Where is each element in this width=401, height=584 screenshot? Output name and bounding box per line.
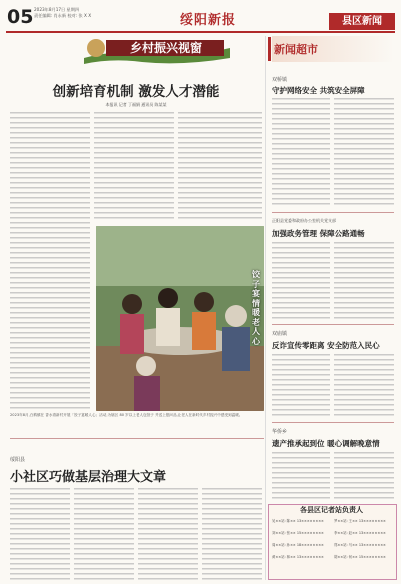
page-editor: 责任编辑: 肖永新 校对: 张 X X	[34, 13, 92, 18]
section-name: 县区新闻	[342, 16, 382, 27]
column-divider	[265, 36, 266, 580]
photo-caption: 2023年8月,白鹤镇在 香水湾新村开展「饺子宴暖人心」活动,为辖区 80 岁以上老人包饺子 并送上慰问品,让老人在新时代乡村振兴中感受到温暖。	[10, 413, 243, 417]
photo-vertical-caption: 饺子宴情暖老人心	[252, 270, 260, 346]
bottom-title: 小社区巧做基层治理大文章	[10, 470, 167, 485]
banner-title: 乡村振兴视窗	[129, 41, 203, 55]
banner-emblem-icon	[87, 39, 105, 57]
bottom-body-col4	[202, 488, 262, 580]
person	[136, 356, 156, 376]
sidebar-divider	[272, 422, 394, 423]
sidebar-kicker: 正阳县党委和政府办公室机关党支部	[272, 218, 336, 223]
lead-body-col3	[178, 112, 262, 222]
lead-body-col1	[10, 112, 90, 412]
bottom-kicker: 绥阳县	[10, 457, 26, 463]
page-date: 2023年8月17日 星期四	[34, 7, 80, 12]
sidebar-body	[272, 242, 330, 320]
column-banner	[82, 36, 232, 66]
sidebar-heading-bar	[268, 37, 271, 61]
sidebar-kicker: 华侨乡	[272, 429, 288, 435]
sidebar-heading: 新闻超市	[274, 43, 318, 56]
person	[225, 305, 247, 327]
contact-entry: 吴××站: 陈×× 13××××××××	[272, 519, 324, 523]
sidebar-title: 遗产推承起到位 暖心调解晚意情	[272, 439, 380, 448]
contact-entry: 周××站: 孙×× 18××××××××	[272, 543, 324, 547]
person	[222, 327, 250, 371]
sidebar-title: 守护网络安全 共筑安全屏障	[272, 86, 365, 95]
person	[158, 288, 178, 308]
sidebar-body	[272, 354, 330, 418]
page-meta	[34, 7, 91, 19]
sidebar-divider	[272, 212, 394, 213]
person	[120, 314, 144, 354]
photo-trees	[96, 226, 264, 286]
header-rule	[6, 31, 395, 33]
sidebar-body	[334, 242, 394, 320]
person	[122, 294, 142, 314]
sidebar-title: 加强政务管理 保障公路通畅	[272, 229, 365, 238]
page-number: 05	[7, 6, 34, 28]
lead-title: 创新培育机制 激发人才潜能	[52, 84, 220, 100]
bottom-body-col2	[74, 488, 134, 580]
contact-entry: 胡××站: 何×× 15××××××××	[334, 555, 386, 559]
sidebar-divider	[272, 324, 394, 325]
contact-entry: 李××站: 赵×× 13××××××××	[334, 531, 386, 535]
contact-entry: 郑××站: 马×× 13××××××××	[334, 543, 386, 547]
bottom-body-col1	[10, 488, 70, 580]
lead-body-col2	[94, 112, 174, 222]
sidebar-body	[334, 98, 394, 208]
section-divider	[10, 438, 264, 439]
lead-photo	[96, 226, 264, 411]
contact-entry: 刘××站: 张×× 15××××××××	[272, 531, 324, 535]
contacts-title: 各县区记者站负责人	[300, 506, 363, 514]
sidebar-body	[334, 354, 394, 418]
newspaper-logo: 绥阳新报	[180, 13, 237, 28]
person	[156, 308, 180, 346]
sidebar-kicker: 双桥镇	[272, 77, 288, 83]
contact-entry: 罗××站: 王×× 13××××××××	[334, 519, 386, 523]
contact-entry: 黄××站: 林×× 13××××××××	[272, 555, 324, 559]
sidebar-kicker: 双庙镇	[272, 331, 288, 337]
bottom-body-col3	[138, 488, 198, 580]
sidebar-body	[272, 98, 330, 208]
sidebar-title: 反诈宣传零距离 安全防范入民心	[272, 341, 380, 350]
lead-byline: 本报讯 记者 丁福娟 通讯员 陈某某	[105, 102, 167, 107]
person	[134, 376, 160, 411]
person	[192, 312, 216, 350]
sidebar-body	[334, 452, 394, 500]
person	[194, 292, 214, 312]
sidebar-body	[272, 452, 330, 500]
